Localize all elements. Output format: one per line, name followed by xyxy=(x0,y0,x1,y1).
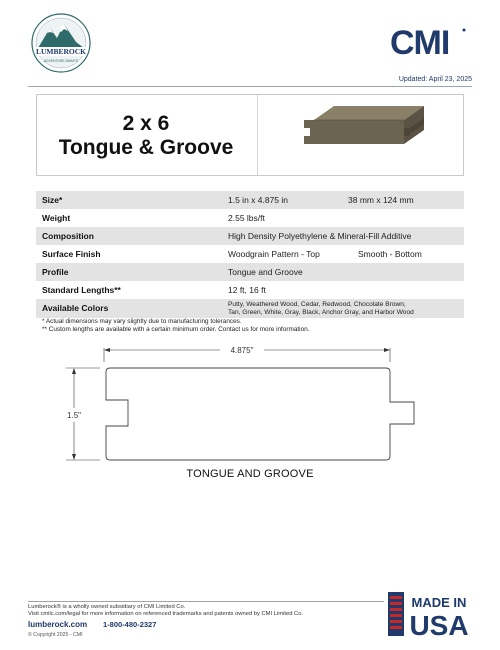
spec-label-finish: Surface Finish xyxy=(42,249,101,259)
lumberock-logo-tagline: ADVENTURE AWAITS xyxy=(43,59,79,63)
height-dim-label: 1.5" xyxy=(67,411,81,420)
width-dim-arrow-right xyxy=(384,348,390,352)
spec-value-size-metric: 38 mm x 124 mm xyxy=(348,195,414,205)
spec-row-size xyxy=(36,191,464,209)
spec-value-colors xyxy=(228,301,464,317)
lumberock-logo-text: LUMBEROCK xyxy=(35,47,87,56)
footer-copyright: © Copyright 2025 - CMI xyxy=(28,632,83,638)
spec-label-lengths: Standard Lengths** xyxy=(42,285,121,295)
product-title-line2: Tongue & Groove xyxy=(58,136,234,159)
lumberock-logo xyxy=(30,12,92,74)
footer-subsidiary-note: Lumberock® is a wholly owned subsidiary of CMI Limited Co. xyxy=(28,604,186,610)
spec-value-size-imperial: 1.5 in x 4.875 in xyxy=(228,195,289,205)
usa-text: USA xyxy=(409,610,469,638)
made-in-usa-badge xyxy=(388,590,474,638)
spec-label-composition: Composition xyxy=(42,231,94,241)
spec-value-composition: High Density Polyethylene & Mineral-Fill Additive xyxy=(228,231,412,241)
spec-label-profile: Profile xyxy=(42,267,69,277)
header-divider xyxy=(28,86,472,87)
product-title xyxy=(40,112,252,160)
spec-row-finish xyxy=(36,245,464,263)
spec-value-colors-line1: Putty, Weathered Wood, Cedar, Redwood, Chocolate Brown, xyxy=(228,301,406,308)
spec-row-colors xyxy=(36,299,464,318)
spec-value-finish-bottom: Smooth - Bottom xyxy=(358,249,422,259)
board-illustration xyxy=(300,102,432,162)
title-box-divider xyxy=(257,95,258,175)
footer-phone[interactable]: 1-800-480-2327 xyxy=(103,620,157,629)
spec-value-lengths: 12 ft, 16 ft xyxy=(228,285,266,295)
cmi-logo-text: CMI xyxy=(390,24,450,62)
height-dim-arrow-top xyxy=(72,368,76,374)
spec-row-weight xyxy=(36,209,464,227)
footnote-dimensions: * Actual dimensions may vary slightly due to manufacturing tolerances. xyxy=(42,318,242,325)
spec-value-colors-line2: Tan, Green, White, Gray, Black, Anchor Gray, and Harbor Wood xyxy=(228,309,414,316)
footer-website-link[interactable]: lumberock.com xyxy=(28,620,88,629)
width-dim-arrow-left xyxy=(104,348,110,352)
footnotes xyxy=(42,318,309,334)
footer-legal-note: Visit cmilc.com/legal for more information on referenced trademarks and patents owned by CMI Limited Co. xyxy=(28,611,304,617)
width-dim-label: 4.875" xyxy=(230,346,254,355)
spec-value-weight: 2.55 lbs/ft xyxy=(228,213,265,223)
updated-date: Updated: April 23, 2025 xyxy=(398,76,472,83)
footnote-custom-lengths: ** Custom lengths are available with a certain minimum order. Contact us for more information. xyxy=(42,326,310,333)
made-in-text: MADE IN xyxy=(411,595,467,610)
tongue-groove-profile xyxy=(106,368,414,460)
spec-row-composition xyxy=(36,227,464,245)
spec-label-size: Size* xyxy=(42,195,63,205)
spec-row-lengths xyxy=(36,281,464,299)
cmi-logo xyxy=(390,22,470,62)
product-title-line1: 2 x 6 xyxy=(122,112,170,135)
profile-drawing xyxy=(60,340,440,470)
spec-row-profile xyxy=(36,263,464,281)
spec-value-finish-top: Woodgrain Pattern - Top xyxy=(228,249,320,259)
spec-label-colors: Available Colors xyxy=(42,303,109,313)
spec-label-weight: Weight xyxy=(42,213,71,223)
drawing-caption: TONGUE AND GROOVE xyxy=(186,468,314,480)
spec-value-profile: Tongue and Groove xyxy=(228,267,303,277)
height-dim-arrow-bottom xyxy=(72,454,76,460)
footer-divider xyxy=(28,601,384,602)
